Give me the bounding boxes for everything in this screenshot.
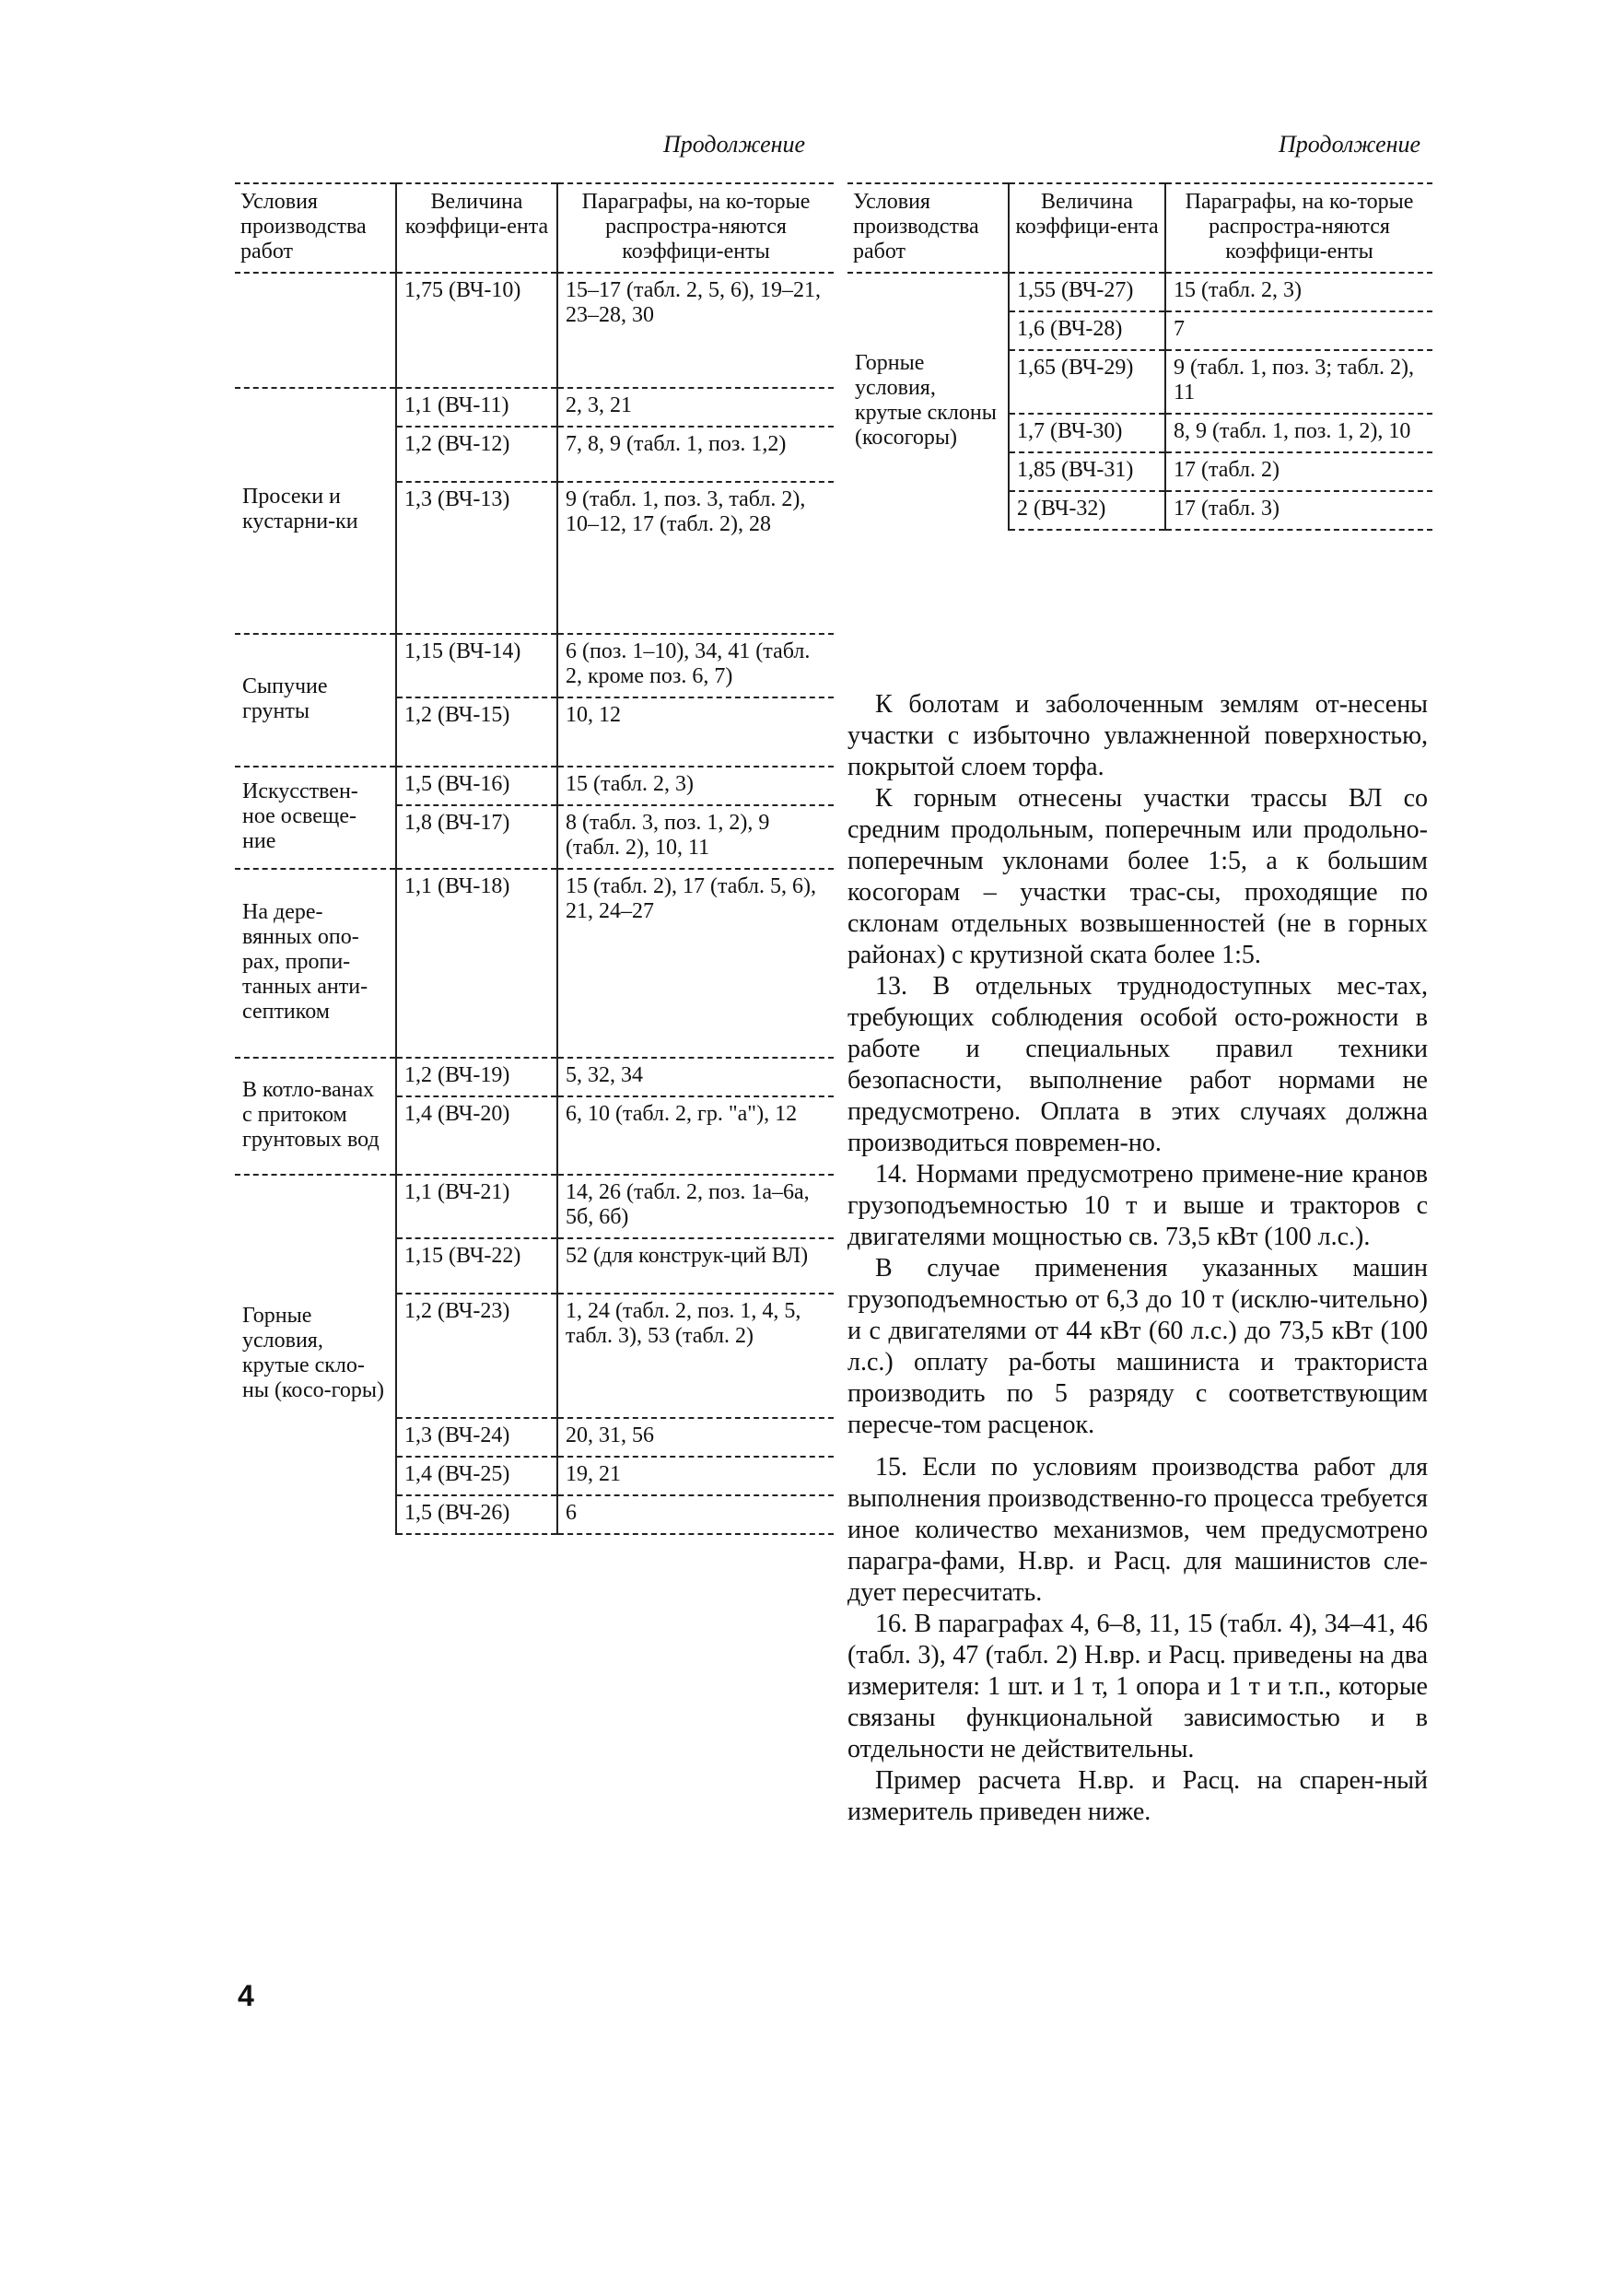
column-header-conditions-right: Условия производства работ	[847, 183, 1009, 273]
paragraphs-cell: 7	[1165, 311, 1432, 350]
continuation-label-right: Продолжение	[1279, 131, 1421, 158]
coefficient-cell: 1,1 (ВЧ-11)	[396, 388, 557, 427]
column-header-paragraphs: Параграфы, на ко-торые распростра-няются коэффици-енты	[557, 183, 834, 273]
paragraphs-cell: 9 (табл. 1, поз. 3, табл. 2), 10–12, 17 (табл. 2), 28	[557, 482, 834, 634]
coefficient-cell: 1,1 (ВЧ-18)	[396, 869, 557, 1058]
paragraph-15: 15. Если по условиям производства работ для выполнения производственно-го процесса требуется иное количество механизмов, чем предусмотрено парагра-фами, Н.вр. и Расц. для машинистов сле-дует пересчитать.	[847, 1453, 1428, 1607]
coefficient-cell: 1,5 (ВЧ-16)	[396, 767, 557, 805]
paragraph-14: 14. Нормами предусмотрено примене-ние кранов грузоподъемностью 10 т и выше и тракторов с двигателями мощностью св. 73,5 кВт (100 л.с.).	[847, 1160, 1428, 1251]
paragraphs-cell: 9 (табл. 1, поз. 3; табл. 2), 11	[1165, 350, 1432, 414]
paragraphs-cell: 1, 24 (табл. 2, поз. 1, 4, 5, табл. 3), 53 (табл. 2)	[557, 1294, 834, 1418]
column-header-paragraphs-right: Параграфы, на ко-торые распростра-няются коэффици-енты	[1165, 183, 1432, 273]
condition-cell	[235, 273, 396, 388]
coefficient-cell: 2 (ВЧ-32)	[1009, 491, 1165, 530]
coefficient-cell: 1,15 (ВЧ-14)	[396, 634, 557, 697]
paragraphs-cell: 8 (табл. 3, поз. 1, 2), 9 (табл. 2), 10, 11	[557, 805, 834, 869]
coefficient-cell: 1,2 (ВЧ-19)	[396, 1058, 557, 1096]
column-header-coefficient-right: Величина коэффици-ента	[1009, 183, 1165, 273]
paragraphs-cell: 17 (табл. 3)	[1165, 491, 1432, 530]
coefficient-cell: 1,7 (ВЧ-30)	[1009, 414, 1165, 452]
paragraphs-cell: 6	[557, 1495, 834, 1534]
table-row	[235, 869, 834, 1058]
coefficient-cell: 1,2 (ВЧ-12)	[396, 427, 557, 482]
paragraphs-cell: 52 (для конструк-ций ВЛ)	[557, 1238, 834, 1294]
paragraphs-cell: 7, 8, 9 (табл. 1, поз. 1,2)	[557, 427, 834, 482]
table-row	[235, 273, 834, 388]
paragraphs-cell: 2, 3, 21	[557, 388, 834, 427]
coefficient-cell: 1,2 (ВЧ-23)	[396, 1294, 557, 1418]
paragraph-13: 13. В отдельных труднодоступных мес-тах, требующих соблюдения особой осто-рожности в работе и специальных правил техники безопасности, выполнение работ нормами не предусмотрено. Оплата в этих случаях должна производиться повремен-но.	[847, 972, 1428, 1157]
paragraphs-cell: 10, 12	[557, 697, 834, 767]
paragraphs-cell: 15 (табл. 2, 3)	[1165, 273, 1432, 311]
coefficients-table-right	[847, 182, 1432, 531]
coefficient-cell: 1,6 (ВЧ-28)	[1009, 311, 1165, 350]
paragraphs-cell: 17 (табл. 2)	[1165, 452, 1432, 491]
paragraphs-cell: 15 (табл. 2), 17 (табл. 5, 6), 21, 24–27	[557, 869, 834, 1058]
page-number: 4	[238, 1979, 254, 2012]
continuation-label-left: Продолжение	[663, 131, 806, 158]
body-text	[847, 689, 1428, 1828]
coefficient-cell: 1,4 (ВЧ-20)	[396, 1096, 557, 1175]
column-header-coefficient: Величина коэффици-ента	[396, 183, 557, 273]
coefficient-cell: 1,3 (ВЧ-24)	[396, 1418, 557, 1457]
table-row	[235, 634, 834, 697]
coefficient-cell: 1,4 (ВЧ-25)	[396, 1457, 557, 1495]
coefficient-cell: 1,3 (ВЧ-13)	[396, 482, 557, 634]
coefficients-table-left	[235, 182, 834, 1535]
paragraph-14-cont: В случае применения указанных машин грузоподъемностью от 6,3 до 10 т (исклю-чительно) и с двигателями от 44 кВт (60 л.с.) до 73,5 кВт (100 л.с.) оплату ра-боты машиниста и тракториста производить по 5 разряду с соответствующим пересче-том расценок.	[847, 1254, 1428, 1439]
paragraphs-cell: 8, 9 (табл. 1, поз. 1, 2), 10	[1165, 414, 1432, 452]
paragraphs-cell: 15 (табл. 2, 3)	[557, 767, 834, 805]
condition-cell: Горные условия, крутые скло-ны (косо-горы)	[235, 1175, 396, 1534]
paragraph-16: 16. В параграфах 4, 6–8, 11, 15 (табл. 4), 34–41, 46 (табл. 3), 47 (табл. 2) Н.вр. и Расц. приведены на два измерителя: 1 шт. и 1 т, 1 опора и 1 т и т.п., которые связаны функциональной зависимостью и в отдельности не действительны.	[847, 1610, 1428, 1763]
paragraph-mountain: К горным отнесены участки трассы ВЛ со средним продольным, поперечным или продольно-поперечным уклонами более 1:5, а к большим косогорам – участки трас-сы, проходящие по склонам отдельных возвышенностей (не в горных районах) с крутизной ската более 1:5.	[847, 784, 1428, 969]
table-row	[235, 1058, 834, 1096]
paragraph-bogs: К болотам и заболоченным землям от-несены участки с избыточно увлажненной поверхностью, покрытой слоем торфа.	[847, 690, 1428, 781]
paragraphs-cell: 6, 10 (табл. 2, гр. "а"), 12	[557, 1096, 834, 1175]
column-header-conditions: Условия производства работ	[235, 183, 396, 273]
left-table-body	[235, 273, 834, 1534]
condition-cell: Сыпучие грунты	[235, 634, 396, 767]
coefficient-cell: 1,65 (ВЧ-29)	[1009, 350, 1165, 414]
right-table-body	[847, 273, 1432, 530]
paragraphs-cell: 5, 32, 34	[557, 1058, 834, 1096]
table-row	[235, 388, 834, 427]
coefficient-cell: 1,75 (ВЧ-10)	[396, 273, 557, 388]
paragraph-example: Пример расчета Н.вр. и Расц. на спарен-ный измеритель приведен ниже.	[847, 1766, 1428, 1826]
table-row	[235, 767, 834, 805]
coefficient-cell: 1,5 (ВЧ-26)	[396, 1495, 557, 1534]
condition-cell: Просеки и кустарни-ки	[235, 388, 396, 634]
paragraphs-cell: 14, 26 (табл. 2, поз. 1а–6а, 5б, 6б)	[557, 1175, 834, 1238]
table-row	[847, 273, 1432, 311]
table-row	[235, 1175, 834, 1238]
condition-cell: Горные условия, крутые склоны (косогоры)	[847, 273, 1009, 530]
paragraphs-cell: 19, 21	[557, 1457, 834, 1495]
condition-cell: На дере-вянных опо-рах, пропи-танных анти-септиком	[235, 869, 396, 1058]
condition-cell: В котло-ванах с притоком грунтовых вод	[235, 1058, 396, 1175]
coefficient-cell: 1,55 (ВЧ-27)	[1009, 273, 1165, 311]
coefficient-cell: 1,15 (ВЧ-22)	[396, 1238, 557, 1294]
paragraphs-cell: 20, 31, 56	[557, 1418, 834, 1457]
coefficient-cell: 1,85 (ВЧ-31)	[1009, 452, 1165, 491]
coefficient-cell: 1,2 (ВЧ-15)	[396, 697, 557, 767]
condition-cell: Искусствен-ное освеще-ние	[235, 767, 396, 869]
paragraphs-cell: 15–17 (табл. 2, 5, 6), 19–21, 23–28, 30	[557, 273, 834, 388]
paragraphs-cell: 6 (поз. 1–10), 34, 41 (табл. 2, кроме поз. 6, 7)	[557, 634, 834, 697]
coefficient-cell: 1,8 (ВЧ-17)	[396, 805, 557, 869]
coefficient-cell: 1,1 (ВЧ-21)	[396, 1175, 557, 1238]
